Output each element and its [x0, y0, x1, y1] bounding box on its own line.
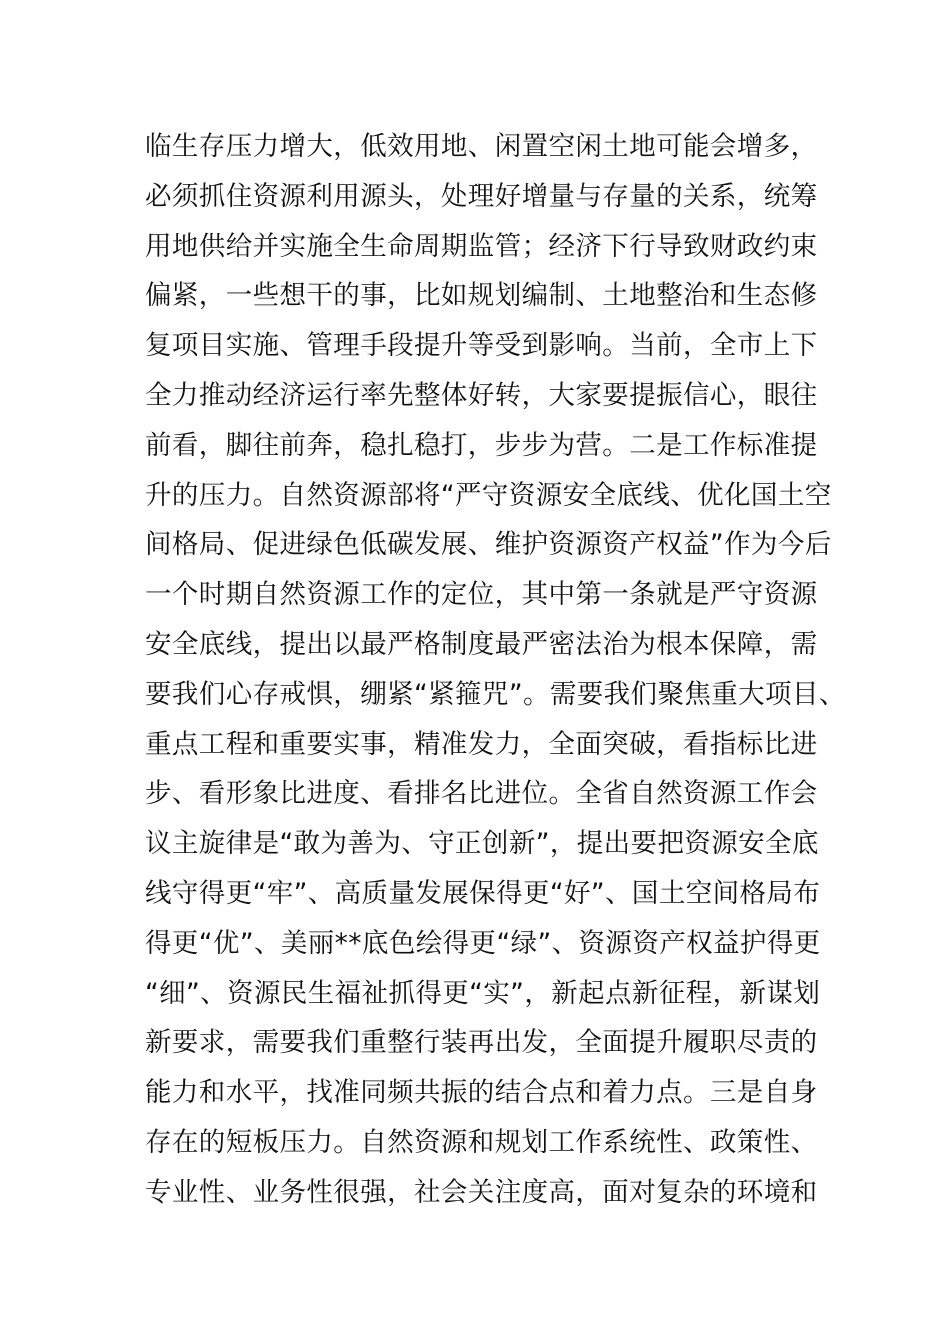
text-line: 用地供给并实施全生命周期监管；经济下行导致财政约束: [145, 230, 818, 262]
text-line: 临生存压力增大，低效用地、闲置空闲土地可能会增多，: [145, 131, 818, 162]
text-line: 专业性、业务性很强，社会关注度高，面对复杂的环境和: [145, 1176, 818, 1208]
text-line: 必须抓住资源利用源头，处理好增量与存量的关系，统筹: [145, 180, 818, 212]
text-line: 存在的短板压力。自然资源和规划工作系统性、政策性、: [145, 1126, 818, 1158]
text-line: 升的压力。自然资源部将“严守资源安全底线、优化国土空: [145, 479, 832, 511]
text-line: 一个时期自然资源工作的定位，其中第一条就是严守资源: [145, 579, 818, 611]
text-line: 安全底线，提出以最严格制度最严密法治为根本保障，需: [145, 628, 818, 660]
body-text: [145, 122, 846, 1218]
text-line: 前看，脚往前奔，稳扎稳打，步步为营。二是工作标准提: [145, 429, 818, 461]
text-line: 新要求，需要我们重整行装再出发，全面提升履职尽责的: [145, 1027, 818, 1059]
text-line: 线守得更“牢”、高质量发展保得更“好”、国土空间格局布: [145, 877, 821, 909]
text-line: 重点工程和重要实事，精准发力，全面突破，看指标比进: [145, 728, 818, 760]
text-line: 复项目实施、管理手段提升等受到影响。当前，全市上下: [145, 330, 818, 362]
text-line: 全力推动经济运行率先整体好转，大家要提振信心，眼往: [145, 379, 818, 411]
text-line: 步、看形象比进度、看排名比进位。全省自然资源工作会: [145, 778, 818, 810]
text-line: 得更“优”、美丽**底色绘得更“绿”、资源资产权益护得更: [145, 927, 821, 959]
text-line: 能力和水平，找准同频共振的结合点和着力点。三是自身: [145, 1077, 818, 1109]
text-line: 间格局、促进绿色低碳发展、维护资源资产权益”作为今后: [145, 529, 832, 561]
text-line: 要我们心存戒惧，绷紧“紧箍咒”。需要我们聚焦重大项目、: [145, 678, 846, 710]
text-line: 议主旋律是“敢为善为、守正创新”，提出要把资源安全底: [145, 828, 819, 860]
text-line: 偏紧，一些想干的事，比如规划编制、土地整治和生态修: [145, 280, 818, 312]
text-line: “细”、资源民生福祉抓得更“实”，新起点新征程，新谋划: [145, 977, 821, 1009]
